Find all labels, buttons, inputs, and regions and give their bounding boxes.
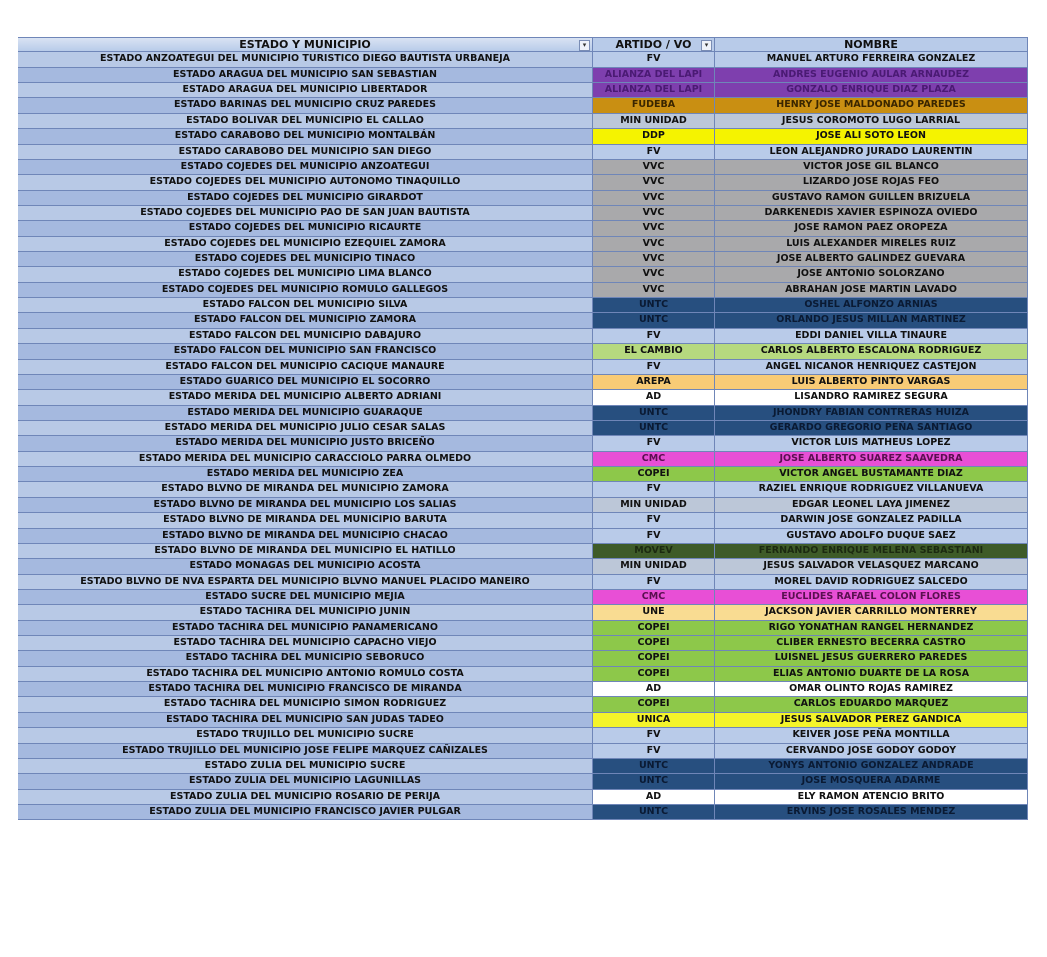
estado-cell[interactable]: ESTADO COJEDES DEL MUNICIPIO GIRARDOT bbox=[18, 191, 593, 206]
nombre-cell[interactable]: ANGEL NICANOR HENRIQUEZ CASTEJON bbox=[715, 360, 1028, 375]
spreadsheet-table bbox=[18, 37, 1028, 820]
table-row bbox=[18, 237, 1028, 252]
estado-cell[interactable]: ESTADO ZULIA DEL MUNICIPIO LAGUNILLAS bbox=[18, 774, 593, 789]
partido-cell[interactable]: AREPA bbox=[593, 375, 715, 390]
nombre-cell[interactable]: EDDI DANIEL VILLA TINAURE bbox=[715, 329, 1028, 344]
table-row bbox=[18, 329, 1028, 344]
table-row bbox=[18, 390, 1028, 405]
partido-cell[interactable]: UNICA bbox=[593, 713, 715, 728]
nombre-cell[interactable]: LISANDRO RAMIREZ SEGURA bbox=[715, 390, 1028, 405]
estado-cell[interactable]: ESTADO ZULIA DEL MUNICIPIO ROSARIO DE PERIJA bbox=[18, 790, 593, 805]
table-row bbox=[18, 682, 1028, 697]
nombre-cell[interactable]: RAZIEL ENRIQUE RODRIGUEZ VILLANUEVA bbox=[715, 482, 1028, 497]
partido-cell[interactable]: FV bbox=[593, 728, 715, 743]
partido-cell[interactable]: UNTC bbox=[593, 421, 715, 436]
table-row bbox=[18, 529, 1028, 544]
nombre-cell[interactable]: JOSE ALI SOTO LEON bbox=[715, 129, 1028, 144]
partido-cell[interactable]: EL CAMBIO bbox=[593, 344, 715, 359]
partido-cell[interactable]: CMC bbox=[593, 452, 715, 467]
estado-cell[interactable]: ESTADO FALCON DEL MUNICIPIO DABAJURO bbox=[18, 329, 593, 344]
column-header-nombre-label: NOMBRE bbox=[844, 38, 898, 51]
table-row bbox=[18, 728, 1028, 743]
nombre-cell[interactable]: CARLOS ALBERTO ESCALONA RODRIGUEZ bbox=[715, 344, 1028, 359]
nombre-cell[interactable]: LUIS ALEXANDER MIRELES RUIZ bbox=[715, 237, 1028, 252]
nombre-cell[interactable]: KEIVER JOSE PEÑA MONTILLA bbox=[715, 728, 1028, 743]
nombre-cell[interactable]: JOSE MOSQUERA ADARME bbox=[715, 774, 1028, 789]
estado-cell[interactable]: ESTADO ZULIA DEL MUNICIPIO SUCRE bbox=[18, 759, 593, 774]
table-row bbox=[18, 436, 1028, 451]
partido-cell[interactable]: FV bbox=[593, 360, 715, 375]
table-row bbox=[18, 621, 1028, 636]
partido-cell[interactable]: COPEI bbox=[593, 621, 715, 636]
partido-cell[interactable]: COPEI bbox=[593, 651, 715, 666]
estado-cell[interactable]: ESTADO MERIDA DEL MUNICIPIO CARACCIOLO PARRA OLMEDO bbox=[18, 452, 593, 467]
nombre-cell[interactable]: VICTOR ANGEL BUSTAMANTE DIAZ bbox=[715, 467, 1028, 482]
nombre-cell[interactable]: JOSE ALBERTO GALINDEZ GUEVARA bbox=[715, 252, 1028, 267]
nombre-cell[interactable]: EDGAR LEONEL LAYA JIMENEZ bbox=[715, 498, 1028, 513]
estado-cell[interactable]: ESTADO TRUJILLO DEL MUNICIPIO SUCRE bbox=[18, 728, 593, 743]
estado-cell[interactable]: ESTADO MERIDA DEL MUNICIPIO GUARAQUE bbox=[18, 406, 593, 421]
nombre-cell[interactable]: JOSE RAMON PAEZ OROPEZA bbox=[715, 221, 1028, 236]
partido-cell[interactable]: MIN UNIDAD bbox=[593, 114, 715, 129]
partido-cell[interactable]: FV bbox=[593, 482, 715, 497]
table-row bbox=[18, 713, 1028, 728]
partido-cell[interactable]: FUDEBA bbox=[593, 98, 715, 113]
estado-cell[interactable]: ESTADO FALCON DEL MUNICIPIO ZAMORA bbox=[18, 313, 593, 328]
estado-cell[interactable]: ESTADO BLVNO DE MIRANDA DEL MUNICIPIO LOS SALIAS bbox=[18, 498, 593, 513]
nombre-cell[interactable]: LUISNEL JESUS GUERRERO PAREDES bbox=[715, 651, 1028, 666]
estado-cell[interactable]: ESTADO COJEDES DEL MUNICIPIO RICAURTE bbox=[18, 221, 593, 236]
estado-cell[interactable]: ESTADO COJEDES DEL MUNICIPIO LIMA BLANCO bbox=[18, 267, 593, 282]
estado-cell[interactable]: ESTADO BLVNO DE MIRANDA DEL MUNICIPIO EL HATILLO bbox=[18, 544, 593, 559]
estado-cell[interactable]: ESTADO MERIDA DEL MUNICIPIO JULIO CESAR SALAS bbox=[18, 421, 593, 436]
table-row bbox=[18, 221, 1028, 236]
table-row bbox=[18, 667, 1028, 682]
table-row bbox=[18, 98, 1028, 113]
nombre-cell[interactable]: JESUS COROMOTO LUGO LARRIAL bbox=[715, 114, 1028, 129]
nombre-cell[interactable]: VICTOR LUIS MATHEUS LOPEZ bbox=[715, 436, 1028, 451]
estado-cell[interactable]: ESTADO BOLIVAR DEL MUNICIPIO EL CALLAO bbox=[18, 114, 593, 129]
estado-cell[interactable]: ESTADO ARAGUA DEL MUNICIPIO LIBERTADOR bbox=[18, 83, 593, 98]
table-row bbox=[18, 129, 1028, 144]
partido-cell[interactable]: COPEI bbox=[593, 667, 715, 682]
partido-cell[interactable]: MIN UNIDAD bbox=[593, 498, 715, 513]
partido-cell[interactable]: MOVEV bbox=[593, 544, 715, 559]
nombre-cell[interactable]: GERARDO GREGORIO PEÑA SANTIAGO bbox=[715, 421, 1028, 436]
nombre-cell[interactable]: VICTOR JOSE GIL BLANCO bbox=[715, 160, 1028, 175]
column-header-estado[interactable] bbox=[18, 37, 593, 52]
table-row bbox=[18, 590, 1028, 605]
estado-cell[interactable]: ESTADO BLVNO DE MIRANDA DEL MUNICIPIO BARUTA bbox=[18, 513, 593, 528]
nombre-cell[interactable]: RIGO YONATHAN RANGEL HERNANDEZ bbox=[715, 621, 1028, 636]
table-row bbox=[18, 467, 1028, 482]
table-row bbox=[18, 191, 1028, 206]
nombre-cell[interactable]: JOSE ANTONIO SOLORZANO bbox=[715, 267, 1028, 282]
partido-cell[interactable]: UNTC bbox=[593, 298, 715, 313]
partido-cell[interactable]: FV bbox=[593, 145, 715, 160]
estado-cell[interactable]: ESTADO MERIDA DEL MUNICIPIO ZEA bbox=[18, 467, 593, 482]
partido-cell[interactable]: UNTC bbox=[593, 774, 715, 789]
estado-cell[interactable]: ESTADO TRUJILLO DEL MUNICIPIO JOSE FELIPE MARQUEZ CAÑIZALES bbox=[18, 744, 593, 759]
nombre-cell[interactable]: LUIS ALBERTO PINTO VARGAS bbox=[715, 375, 1028, 390]
nombre-cell[interactable]: EUCLIDES RAFAEL COLON FLORES bbox=[715, 590, 1028, 605]
partido-cell[interactable]: FV bbox=[593, 744, 715, 759]
estado-cell[interactable]: ESTADO BARINAS DEL MUNICIPIO CRUZ PAREDES bbox=[18, 98, 593, 113]
partido-cell[interactable]: COPEI bbox=[593, 467, 715, 482]
nombre-cell[interactable]: JESUS SALVADOR VELASQUEZ MARCANO bbox=[715, 559, 1028, 574]
column-header-estado-label: ESTADO Y MUNICIPIO bbox=[239, 38, 371, 51]
estado-cell[interactable]: ESTADO FALCON DEL MUNICIPIO SAN FRANCISCO bbox=[18, 344, 593, 359]
nombre-cell[interactable]: CERVANDO JOSE GODOY GODOY bbox=[715, 744, 1028, 759]
partido-cell[interactable]: ALIANZA DEL LAPI bbox=[593, 83, 715, 98]
estado-cell[interactable]: ESTADO ANZOATEGUI DEL MUNICIPIO TURISTICO DIEGO BAUTISTA URBANEJA bbox=[18, 52, 593, 67]
estado-cell[interactable]: ESTADO SUCRE DEL MUNICIPIO MEJIA bbox=[18, 590, 593, 605]
partido-cell[interactable]: AD bbox=[593, 682, 715, 697]
table-row bbox=[18, 697, 1028, 712]
estado-cell[interactable]: ESTADO COJEDES DEL MUNICIPIO ROMULO GALLEGOS bbox=[18, 283, 593, 298]
partido-cell[interactable]: VVC bbox=[593, 252, 715, 267]
partido-cell[interactable]: VVC bbox=[593, 221, 715, 236]
table-row bbox=[18, 498, 1028, 513]
partido-cell[interactable]: COPEI bbox=[593, 697, 715, 712]
table-row bbox=[18, 774, 1028, 789]
partido-cell[interactable]: FV bbox=[593, 529, 715, 544]
table-row bbox=[18, 68, 1028, 83]
partido-cell[interactable]: CMC bbox=[593, 590, 715, 605]
table-row bbox=[18, 482, 1028, 497]
partido-cell[interactable]: FV bbox=[593, 575, 715, 590]
table-row bbox=[18, 452, 1028, 467]
estado-cell[interactable]: ESTADO COJEDES DEL MUNICIPIO TINACO bbox=[18, 252, 593, 267]
partido-cell[interactable]: MIN UNIDAD bbox=[593, 559, 715, 574]
estado-cell[interactable]: ESTADO TACHIRA DEL MUNICIPIO SAN JUDAS TADEO bbox=[18, 713, 593, 728]
nombre-cell[interactable]: DARWIN JOSE GONZALEZ PADILLA bbox=[715, 513, 1028, 528]
partido-cell[interactable]: UNTC bbox=[593, 313, 715, 328]
partido-cell[interactable]: VVC bbox=[593, 237, 715, 252]
table-row bbox=[18, 759, 1028, 774]
partido-cell[interactable]: VVC bbox=[593, 267, 715, 282]
partido-cell[interactable]: COPEI bbox=[593, 636, 715, 651]
estado-cell[interactable]: ESTADO BLVNO DE NVA ESPARTA DEL MUNICIPIO BLVNO MANUEL PLACIDO MANEIRO bbox=[18, 575, 593, 590]
table-row bbox=[18, 636, 1028, 651]
partido-cell[interactable]: UNTC bbox=[593, 805, 715, 820]
estado-cell[interactable]: ESTADO COJEDES DEL MUNICIPIO EZEQUIEL ZAMORA bbox=[18, 237, 593, 252]
table-row bbox=[18, 160, 1028, 175]
estado-cell[interactable]: ESTADO BLVNO DE MIRANDA DEL MUNICIPIO CHACAO bbox=[18, 529, 593, 544]
nombre-cell[interactable]: HENRY JOSE MALDONADO PAREDES bbox=[715, 98, 1028, 113]
estado-cell[interactable]: ESTADO ARAGUA DEL MUNICIPIO SAN SEBASTIAN bbox=[18, 68, 593, 83]
estado-cell[interactable]: ESTADO TACHIRA DEL MUNICIPIO ANTONIO ROMULO COSTA bbox=[18, 667, 593, 682]
table-row bbox=[18, 575, 1028, 590]
partido-cell[interactable]: FV bbox=[593, 436, 715, 451]
nombre-cell[interactable]: OSHEL ALFONZO ARNIAS bbox=[715, 298, 1028, 313]
estado-cell[interactable]: ESTADO TACHIRA DEL MUNICIPIO SEBORUCO bbox=[18, 651, 593, 666]
partido-cell[interactable]: UNTC bbox=[593, 406, 715, 421]
estado-cell[interactable]: ESTADO CARABOBO DEL MUNICIPIO MONTALBÁN bbox=[18, 129, 593, 144]
table-row bbox=[18, 605, 1028, 620]
partido-cell[interactable]: UNTC bbox=[593, 759, 715, 774]
partido-cell[interactable]: VVC bbox=[593, 191, 715, 206]
estado-cell[interactable]: ESTADO COJEDES DEL MUNICIPIO ANZOATEGUI bbox=[18, 160, 593, 175]
partido-cell[interactable]: UNE bbox=[593, 605, 715, 620]
estado-cell[interactable]: ESTADO BLVNO DE MIRANDA DEL MUNICIPIO ZAMORA bbox=[18, 482, 593, 497]
nombre-cell[interactable]: DARKENEDIS XAVIER ESPINOZA OVIEDO bbox=[715, 206, 1028, 221]
table-row bbox=[18, 513, 1028, 528]
table-row bbox=[18, 790, 1028, 805]
estado-cell[interactable]: ESTADO COJEDES DEL MUNICIPIO AUTONOMO TINAQUILLO bbox=[18, 175, 593, 190]
nombre-cell[interactable]: JOSE ALBERTO SUAREZ SAAVEDRA bbox=[715, 452, 1028, 467]
table-row bbox=[18, 406, 1028, 421]
estado-cell[interactable]: ESTADO CARABOBO DEL MUNICIPIO SAN DIEGO bbox=[18, 145, 593, 160]
partido-cell[interactable]: FV bbox=[593, 329, 715, 344]
estado-cell[interactable]: ESTADO MERIDA DEL MUNICIPIO ALBERTO ADRIANI bbox=[18, 390, 593, 405]
column-header-nombre[interactable] bbox=[715, 37, 1028, 52]
table-row bbox=[18, 805, 1028, 820]
partido-cell[interactable]: VVC bbox=[593, 160, 715, 175]
estado-cell[interactable]: ESTADO ZULIA DEL MUNICIPIO FRANCISCO JAVIER PULGAR bbox=[18, 805, 593, 820]
table-row bbox=[18, 559, 1028, 574]
partido-cell[interactable]: DDP bbox=[593, 129, 715, 144]
nombre-cell[interactable]: JESUS SALVADOR PEREZ GANDICA bbox=[715, 713, 1028, 728]
nombre-cell[interactable]: ANDRES EUGENIO AULAR ARNAUDEZ bbox=[715, 68, 1028, 83]
table-row bbox=[18, 375, 1028, 390]
table-row bbox=[18, 651, 1028, 666]
estado-cell[interactable]: ESTADO MERIDA DEL MUNICIPIO JUSTO BRICEÑO bbox=[18, 436, 593, 451]
table-row bbox=[18, 421, 1028, 436]
estado-cell[interactable]: ESTADO TACHIRA DEL MUNICIPIO SIMON RODRIGUEZ bbox=[18, 697, 593, 712]
table-row bbox=[18, 360, 1028, 375]
estado-cell[interactable]: ESTADO FALCON DEL MUNICIPIO SILVA bbox=[18, 298, 593, 313]
table-row bbox=[18, 252, 1028, 267]
nombre-cell[interactable]: ELY RAMON ATENCIO BRITO bbox=[715, 790, 1028, 805]
table-row bbox=[18, 298, 1028, 313]
table-row bbox=[18, 544, 1028, 559]
nombre-cell[interactable]: LIZARDO JOSE ROJAS FEO bbox=[715, 175, 1028, 190]
nombre-cell[interactable]: ELIAS ANTONIO DUARTE DE LA ROSA bbox=[715, 667, 1028, 682]
header-row bbox=[18, 37, 1028, 52]
nombre-cell[interactable]: CLIBER ERNESTO BECERRA CASTRO bbox=[715, 636, 1028, 651]
nombre-cell[interactable]: JHONDRY FABIAN CONTRERAS HUIZA bbox=[715, 406, 1028, 421]
partido-cell[interactable]: VVC bbox=[593, 206, 715, 221]
estado-cell[interactable]: ESTADO GUARICO DEL MUNICIPIO EL SOCORRO bbox=[18, 375, 593, 390]
table-row bbox=[18, 313, 1028, 328]
partido-cell[interactable]: VVC bbox=[593, 175, 715, 190]
partido-cell[interactable]: ALIANZA DEL LAPI bbox=[593, 68, 715, 83]
nombre-cell[interactable]: ORLANDO JESUS MILLAN MARTINEZ bbox=[715, 313, 1028, 328]
nombre-cell[interactable]: OMAR OLINTO ROJAS RAMIREZ bbox=[715, 682, 1028, 697]
table-row bbox=[18, 114, 1028, 129]
partido-cell[interactable]: AD bbox=[593, 390, 715, 405]
table-row bbox=[18, 52, 1028, 67]
column-header-partido[interactable] bbox=[593, 37, 715, 52]
partido-cell[interactable]: AD bbox=[593, 790, 715, 805]
nombre-cell[interactable]: ABRAHAN JOSE MARTIN LAVADO bbox=[715, 283, 1028, 298]
estado-cell[interactable]: ESTADO TACHIRA DEL MUNICIPIO CAPACHO VIEJO bbox=[18, 636, 593, 651]
nombre-cell[interactable]: MANUEL ARTURO FERREIRA GONZALEZ bbox=[715, 52, 1028, 67]
estado-cell[interactable]: ESTADO COJEDES DEL MUNICIPIO PAO DE SAN JUAN BAUTISTA bbox=[18, 206, 593, 221]
partido-cell[interactable]: FV bbox=[593, 513, 715, 528]
filter-dropdown-icon[interactable]: ▾ bbox=[579, 40, 590, 51]
table-row bbox=[18, 83, 1028, 98]
nombre-cell[interactable]: GUSTAVO ADOLFO DUQUE SAEZ bbox=[715, 529, 1028, 544]
estado-cell[interactable]: ESTADO TACHIRA DEL MUNICIPIO PANAMERICANO bbox=[18, 621, 593, 636]
estado-cell[interactable]: ESTADO FALCON DEL MUNICIPIO CACIQUE MANAURE bbox=[18, 360, 593, 375]
estado-cell[interactable]: ESTADO TACHIRA DEL MUNICIPIO FRANCISCO DE MIRANDA bbox=[18, 682, 593, 697]
partido-cell[interactable]: FV bbox=[593, 52, 715, 67]
table-row bbox=[18, 283, 1028, 298]
estado-cell[interactable]: ESTADO MONAGAS DEL MUNICIPIO ACOSTA bbox=[18, 559, 593, 574]
nombre-cell[interactable]: LEON ALEJANDRO JURADO LAURENTIN bbox=[715, 145, 1028, 160]
column-header-partido-label: ARTIDO / VO bbox=[615, 38, 692, 51]
estado-cell[interactable]: ESTADO TACHIRA DEL MUNICIPIO JUNIN bbox=[18, 605, 593, 620]
table-row bbox=[18, 175, 1028, 190]
nombre-cell[interactable]: CARLOS EDUARDO MARQUEZ bbox=[715, 697, 1028, 712]
filter-dropdown-icon[interactable]: ▾ bbox=[701, 40, 712, 51]
nombre-cell[interactable]: YONYS ANTONIO GONZALEZ ANDRADE bbox=[715, 759, 1028, 774]
nombre-cell[interactable]: FERNANDO ENRIQUE MELENA SEBASTIANI bbox=[715, 544, 1028, 559]
table-body bbox=[18, 52, 1028, 820]
nombre-cell[interactable]: MOREL DAVID RODRIGUEZ SALCEDO bbox=[715, 575, 1028, 590]
table-row bbox=[18, 145, 1028, 160]
partido-cell[interactable]: VVC bbox=[593, 283, 715, 298]
table-row bbox=[18, 267, 1028, 282]
nombre-cell[interactable]: GUSTAVO RAMON GUILLEN BRIZUELA bbox=[715, 191, 1028, 206]
nombre-cell[interactable]: ERVINS JOSE ROSALES MENDEZ bbox=[715, 805, 1028, 820]
nombre-cell[interactable]: GONZALO ENRIQUE DIAZ PLAZA bbox=[715, 83, 1028, 98]
nombre-cell[interactable]: JACKSON JAVIER CARRILLO MONTERREY bbox=[715, 605, 1028, 620]
table-row bbox=[18, 744, 1028, 759]
table-row bbox=[18, 344, 1028, 359]
table-row bbox=[18, 206, 1028, 221]
